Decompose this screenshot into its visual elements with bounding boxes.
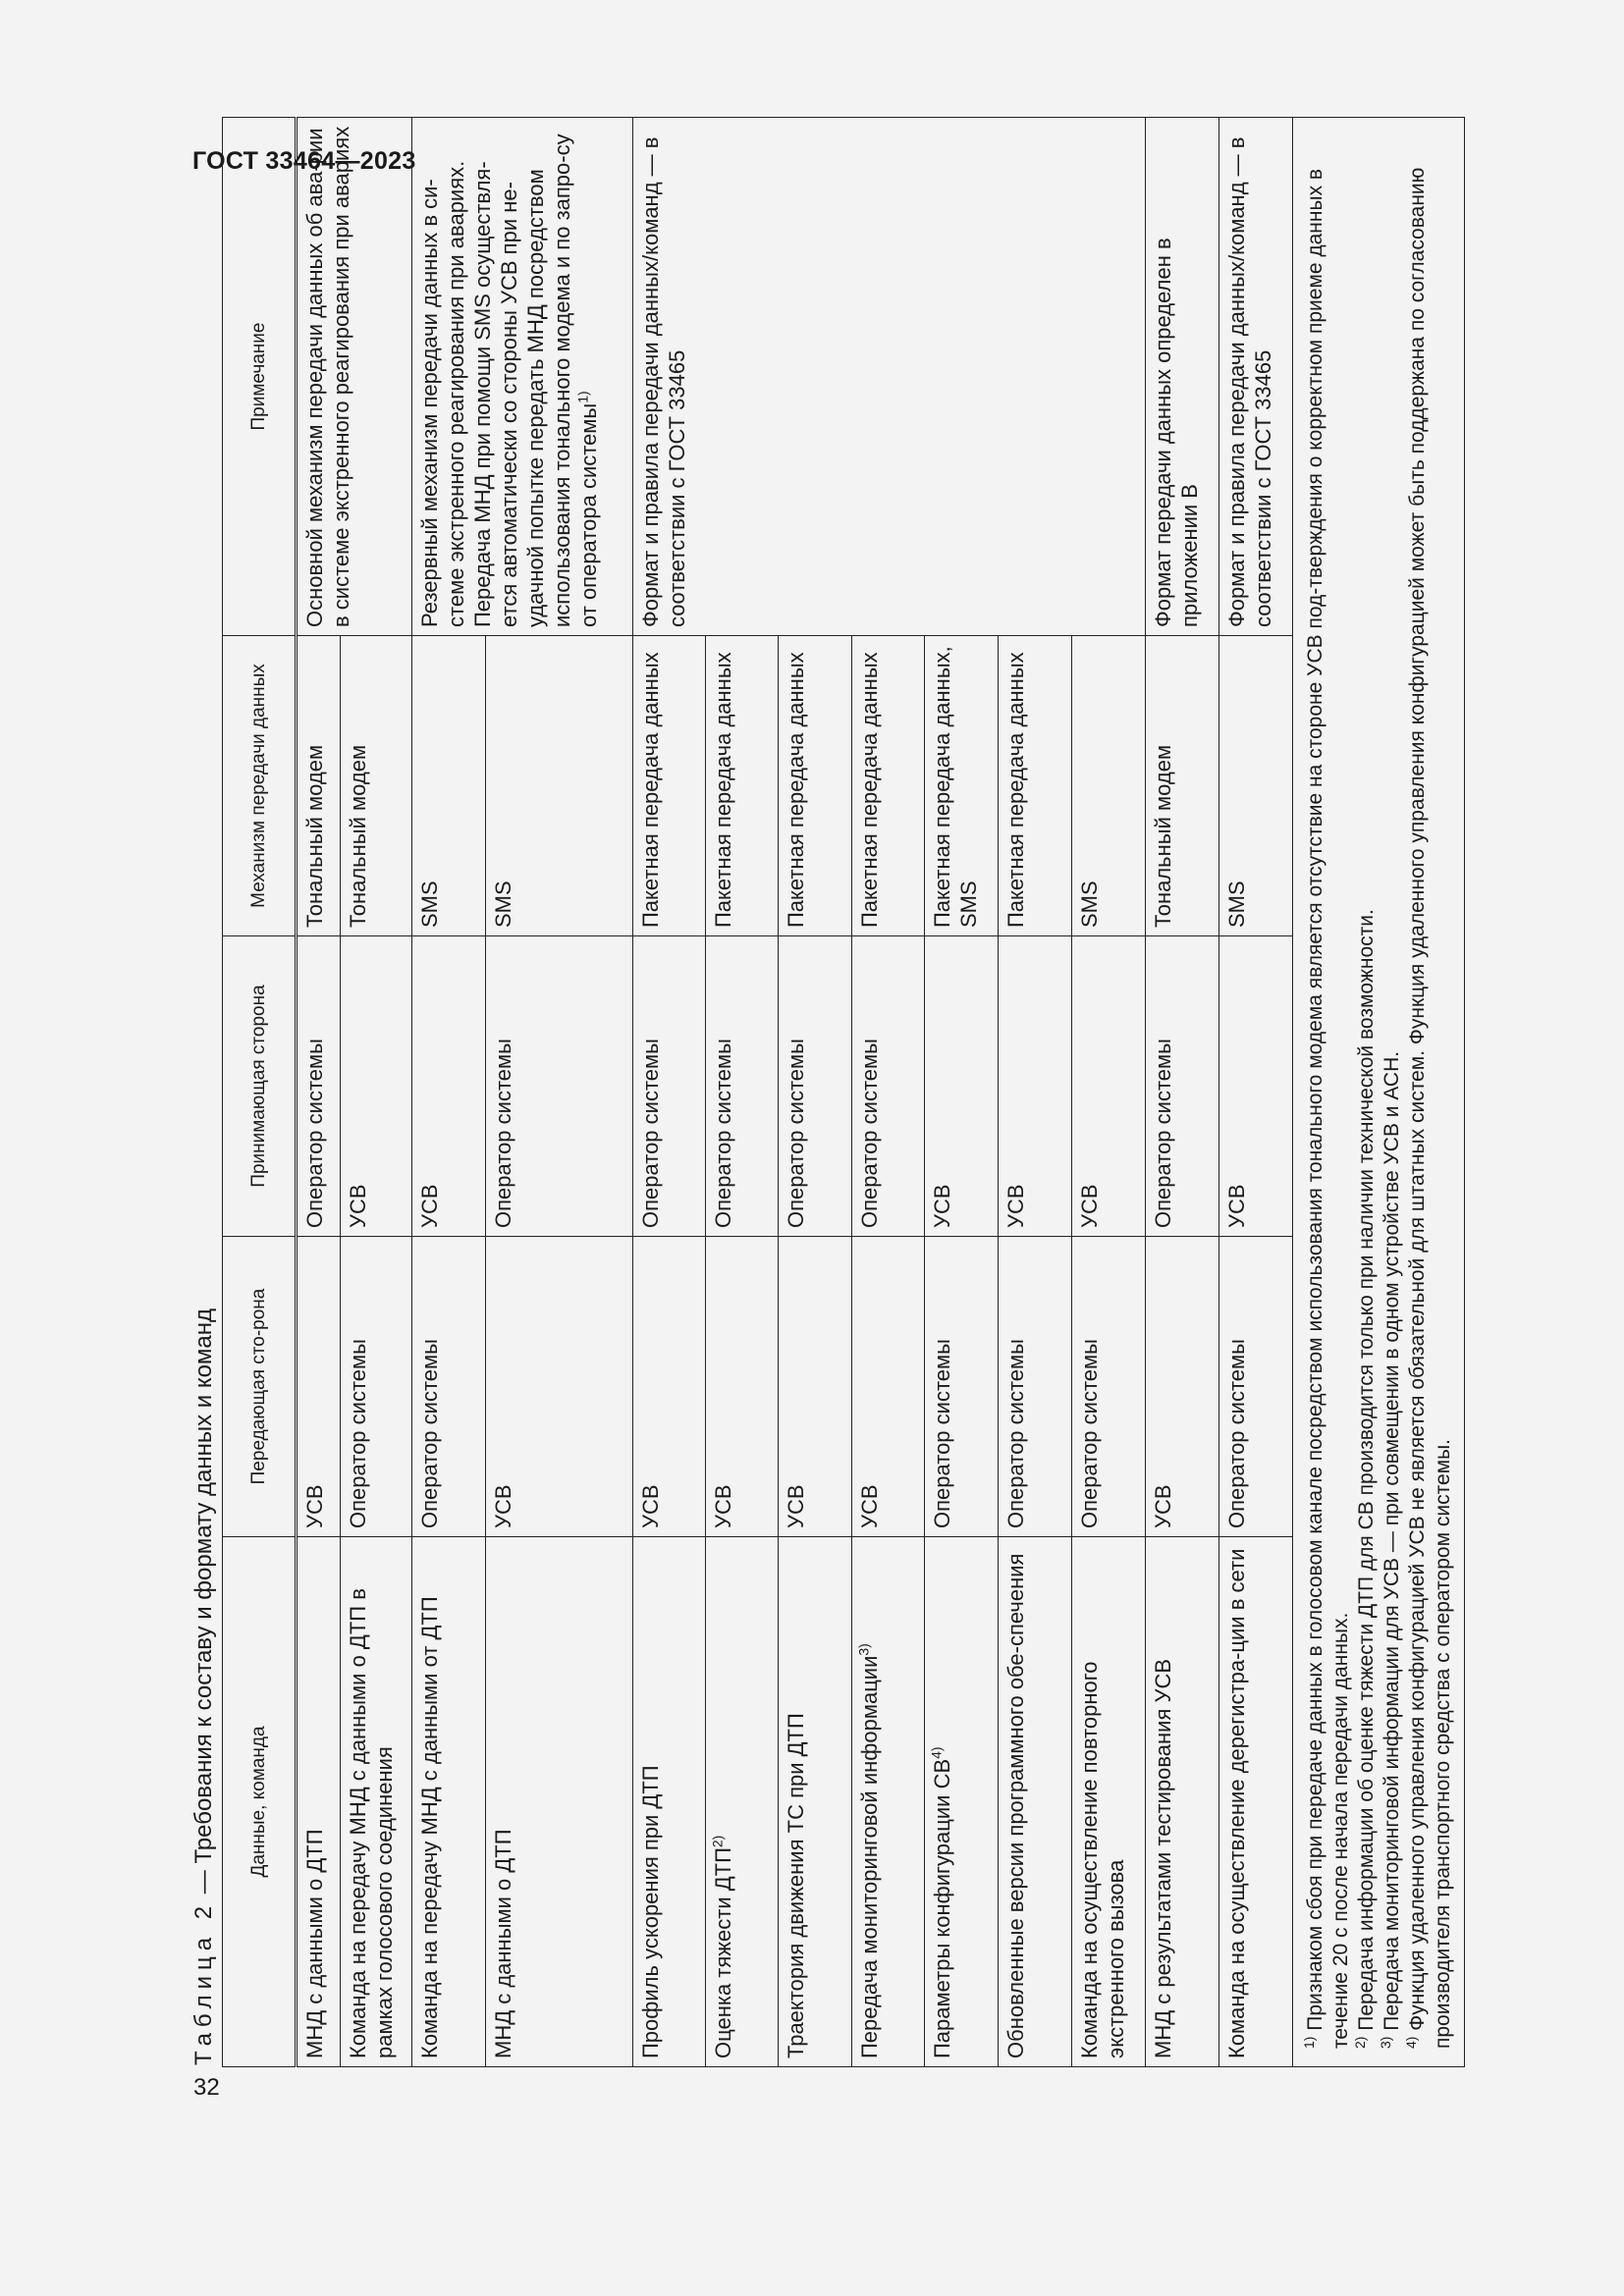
cell-data: МНД с данными о ДТП <box>486 1537 633 2067</box>
cell-data <box>706 1537 779 2067</box>
cell-mechanism: Тональный модем <box>297 636 341 936</box>
table-row <box>412 118 486 2067</box>
footnote-ref: 3) <box>855 1643 872 1656</box>
cell-receiver: Оператор системы <box>486 936 633 1237</box>
table-caption-dash: — <box>190 1863 217 1900</box>
footnote <box>1405 128 1456 2056</box>
col-header-data: Данные, команда <box>223 1537 297 2067</box>
cell-mechanism: Пакетная передача данных <box>852 636 925 936</box>
table-row <box>1219 118 1293 2067</box>
cell-data-text: Параметры конфигурации СВ <box>930 1758 954 2058</box>
cell-mechanism: SMS <box>486 636 633 936</box>
page-number: 32 <box>193 2074 220 2101</box>
cell-mechanism: Пакетная передача данных <box>633 636 706 936</box>
cell-sender: УСВ <box>706 1237 779 1537</box>
cell-data: Обновленные версии программного обе-спечения <box>999 1537 1072 2067</box>
cell-note: Формат и правила передачи данных/команд — в соответствии с ГОСТ 33465 <box>633 118 1146 636</box>
footnote-mark: 4) <box>1403 2036 1419 2049</box>
footnote-ref: 2) <box>709 1835 726 1848</box>
note-sms-text: Резервный механизм передачи данных в си-стеме экстренного реагирования при авариях. Передача МНД при помощи SMS осуществля-ется автоматически со стороны УСВ при не-удачной попытке передать МНД посредством использования тонального модема и по запро-су от оператора системы <box>417 133 601 627</box>
cell-data: Профиль ускорения при ДТП <box>633 1537 706 2067</box>
footnotes-cell <box>1293 118 1465 2067</box>
footnote <box>1354 128 1380 2056</box>
footnote-mark: 1) <box>1301 2036 1317 2049</box>
table-caption <box>187 98 222 2071</box>
cell-receiver: Оператор системы <box>706 936 779 1237</box>
footnote-ref: 1) <box>574 391 591 403</box>
cell-note <box>412 118 633 636</box>
cell-mechanism: SMS <box>412 636 486 936</box>
table-caption-text: Требования к составу и формату данных и команд <box>190 1308 217 1864</box>
cell-receiver: Оператор системы <box>779 936 852 1237</box>
cell-sender: Оператор системы <box>999 1237 1072 1537</box>
col-header-mechanism: Механизм передачи данных <box>223 636 297 936</box>
cell-data: МНД с данными о ДТП <box>297 1537 341 2067</box>
table-row <box>297 118 341 2067</box>
cell-sender: УСВ <box>486 1237 633 1537</box>
cell-sender: УСВ <box>1146 1237 1219 1537</box>
cell-data-text: Передача мониторинговой информации <box>857 1655 882 2058</box>
footnote-text: Передача мониторинговой информации для УСВ — при совмещении в одном устройстве УСВ и АСН. <box>1380 1050 1403 2037</box>
footnotes-row <box>1293 118 1465 2067</box>
cell-mechanism: Пакетная передача данных <box>779 636 852 936</box>
cell-sender: Оператор системы <box>412 1237 486 1537</box>
cell-receiver: Оператор системы <box>852 936 925 1237</box>
cell-sender: Оператор системы <box>1072 1237 1146 1537</box>
cell-receiver: УСВ <box>1072 936 1146 1237</box>
cell-sender: УСВ <box>633 1237 706 1537</box>
cell-mechanism: Пакетная передача данных <box>999 636 1072 936</box>
col-header-note: Примечание <box>223 118 297 636</box>
cell-data: МНД с результатами тестирования УСВ <box>1146 1537 1219 2067</box>
cell-sender: Оператор системы <box>1219 1237 1293 1537</box>
cell-data: Команда на передачу МНД с данными о ДТП в рамках голосового соединения <box>341 1537 412 2067</box>
cell-note: Формат передачи данных определен в приложении В <box>1146 118 1219 636</box>
footnote-text: Признаком сбоя при передаче данных в голосовом канале посредством использования тонального модема является отсутствие на стороне УСВ под-тверждения о корректном приеме данных в течение 20 с после начала передачи данных. <box>1304 168 1352 2049</box>
cell-mechanism: Тональный модем <box>341 636 412 936</box>
cell-data <box>925 1537 999 2067</box>
cell-receiver: УСВ <box>999 936 1072 1237</box>
footnote-mark: 2) <box>1352 2036 1368 2049</box>
cell-note: Формат и правила передачи данных/команд — в соответствии с ГОСТ 33465 <box>1219 118 1293 636</box>
cell-data: Команда на осуществление дерегистра-ции в сети <box>1219 1537 1293 2067</box>
table-header-row <box>223 118 297 2067</box>
cell-mechanism: Тональный модем <box>1146 636 1219 936</box>
cell-data: Команда на передачу МНД с данными от ДТП <box>412 1537 486 2067</box>
document-header-title: ГОСТ 33464—2023 <box>192 147 416 175</box>
cell-sender: УСВ <box>779 1237 852 1537</box>
footnote-ref: 4) <box>928 1746 945 1759</box>
footnote <box>1303 128 1354 2056</box>
cell-sender: Оператор системы <box>925 1237 999 1537</box>
cell-data: Команда на осуществление повторного экстренного вызова <box>1072 1537 1146 2067</box>
cell-note: Основной механизм передачи данных об ава-рии в системе экстренного реагирования при авариях <box>297 118 412 636</box>
table-row <box>1146 118 1219 2067</box>
cell-receiver: УСВ <box>341 936 412 1237</box>
table-row <box>633 118 706 2067</box>
cell-mechanism: Пакетная передача данных, SMS <box>925 636 999 936</box>
rotated-table-area <box>187 98 1492 2071</box>
cell-mechanism: Пакетная передача данных <box>706 636 779 936</box>
footnote <box>1380 128 1405 2056</box>
col-header-receiver: Принимающая сторона <box>223 936 297 1237</box>
cell-receiver: УСВ <box>925 936 999 1237</box>
cell-sender: УСВ <box>297 1237 341 1537</box>
cell-receiver: УСВ <box>1219 936 1293 1237</box>
table-caption-label: Таблица 2 <box>190 1899 217 2065</box>
cell-receiver: Оператор системы <box>633 936 706 1237</box>
cell-data: Траектория движения ТС при ДТП <box>779 1537 852 2067</box>
cell-mechanism: SMS <box>1219 636 1293 936</box>
cell-receiver: УСВ <box>412 936 486 1237</box>
cell-receiver: Оператор системы <box>1146 936 1219 1237</box>
cell-sender: УСВ <box>852 1237 925 1537</box>
cell-receiver: Оператор системы <box>297 936 341 1237</box>
footnote-text: Передача информации об оценке тяжести ДТП для СВ производится только при наличии технической возможности. <box>1355 909 1378 2037</box>
cell-data <box>852 1537 925 2067</box>
cell-data-text: Оценка тяжести ДТП <box>711 1847 735 2058</box>
col-header-sender: Передающая сто-рона <box>223 1237 297 1537</box>
cell-mechanism: SMS <box>1072 636 1146 936</box>
footnote-mark: 3) <box>1378 2036 1393 2049</box>
cell-sender: Оператор системы <box>341 1237 412 1537</box>
footnote-text: Функция удаленного управления конфигурацией УСВ не является обязательной для штатных систем. Функция удаленного управления конфигурацией может быть поддержана по согласованию производителя транспортного средства с оператором системы. <box>1406 167 1454 2049</box>
requirements-table <box>222 117 1465 2067</box>
